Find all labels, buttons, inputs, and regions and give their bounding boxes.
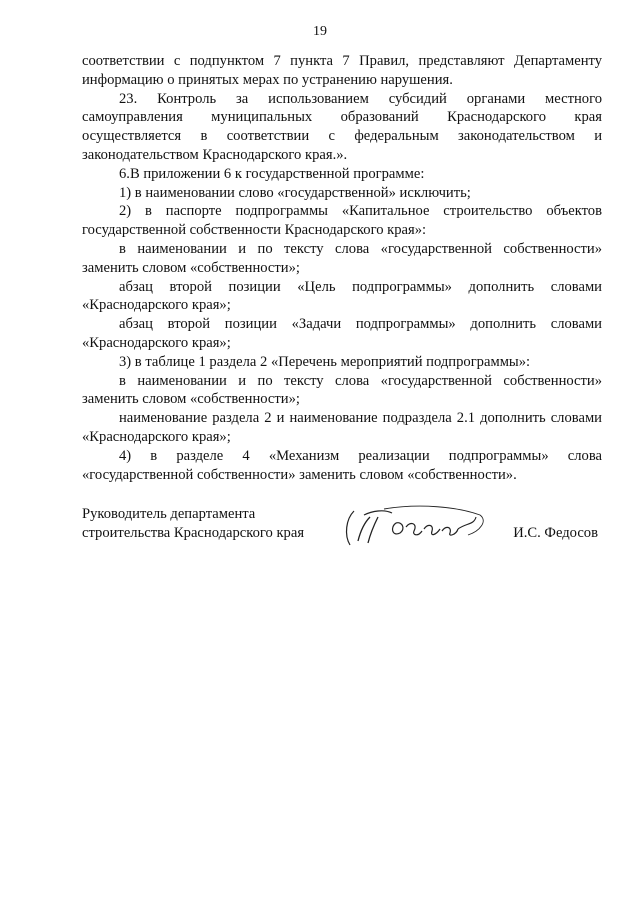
paragraph: 3) в таблице 1 раздела 2 «Перечень мероприятий подпрограммы»: bbox=[119, 353, 531, 370]
paragraph: соответствии с подпунктом 7 пункта 7 Правил, представляют Департаменту информацию о принятых мерах по устранению нарушения. bbox=[82, 53, 602, 88]
paragraph: в наименовании и по тексту слова «государственной собственности» заменить словом «собственности»; bbox=[82, 372, 602, 408]
page-number: 19 bbox=[313, 24, 327, 39]
paragraph: 4) в разделе 4 «Механизм реализации подпрограммы» слова «государственной собственности» заменить словом «собственности». bbox=[82, 447, 602, 483]
paragraph: 23. Контроль за использованием субсидий органами местного самоуправления муниципальных образований Краснодарского края осуществляется в соответствии с федеральным законодательством и законодательством Краснодарского края.». bbox=[82, 90, 602, 163]
signatory-name: И.С. Федосов bbox=[513, 525, 598, 541]
document-body bbox=[82, 52, 602, 484]
paragraph: в наименовании и по тексту слова «государственной собственности» заменить словом «собственности»; bbox=[82, 240, 602, 276]
paragraph: 1) в наименовании слово «государственной» исключить; bbox=[119, 184, 471, 201]
paragraph: 2) в паспорте подпрограммы «Капитальное строительство объектов государственной собственности Краснодарского края»: bbox=[82, 203, 602, 239]
signatory-position-line: строительства Краснодарского края bbox=[82, 524, 305, 541]
paragraph: наименование раздела 2 и наименование подраздела 2.1 дополнить словами «Краснодарского края»; bbox=[82, 410, 602, 445]
paragraph: абзац второй позиции «Цель подпрограммы» дополнить словами «Краснодарского края»; bbox=[82, 278, 602, 314]
paragraph: 6.В приложении 6 к государственной программе: bbox=[119, 165, 425, 182]
signatory-position-line: Руководитель департамента bbox=[82, 506, 256, 522]
signatory-position bbox=[82, 505, 304, 543]
signature-block bbox=[82, 505, 602, 555]
handwritten-signature-icon bbox=[340, 501, 490, 551]
paragraph: абзац второй позиции «Задачи подпрограммы» дополнить словами «Краснодарского края»; bbox=[82, 316, 602, 351]
